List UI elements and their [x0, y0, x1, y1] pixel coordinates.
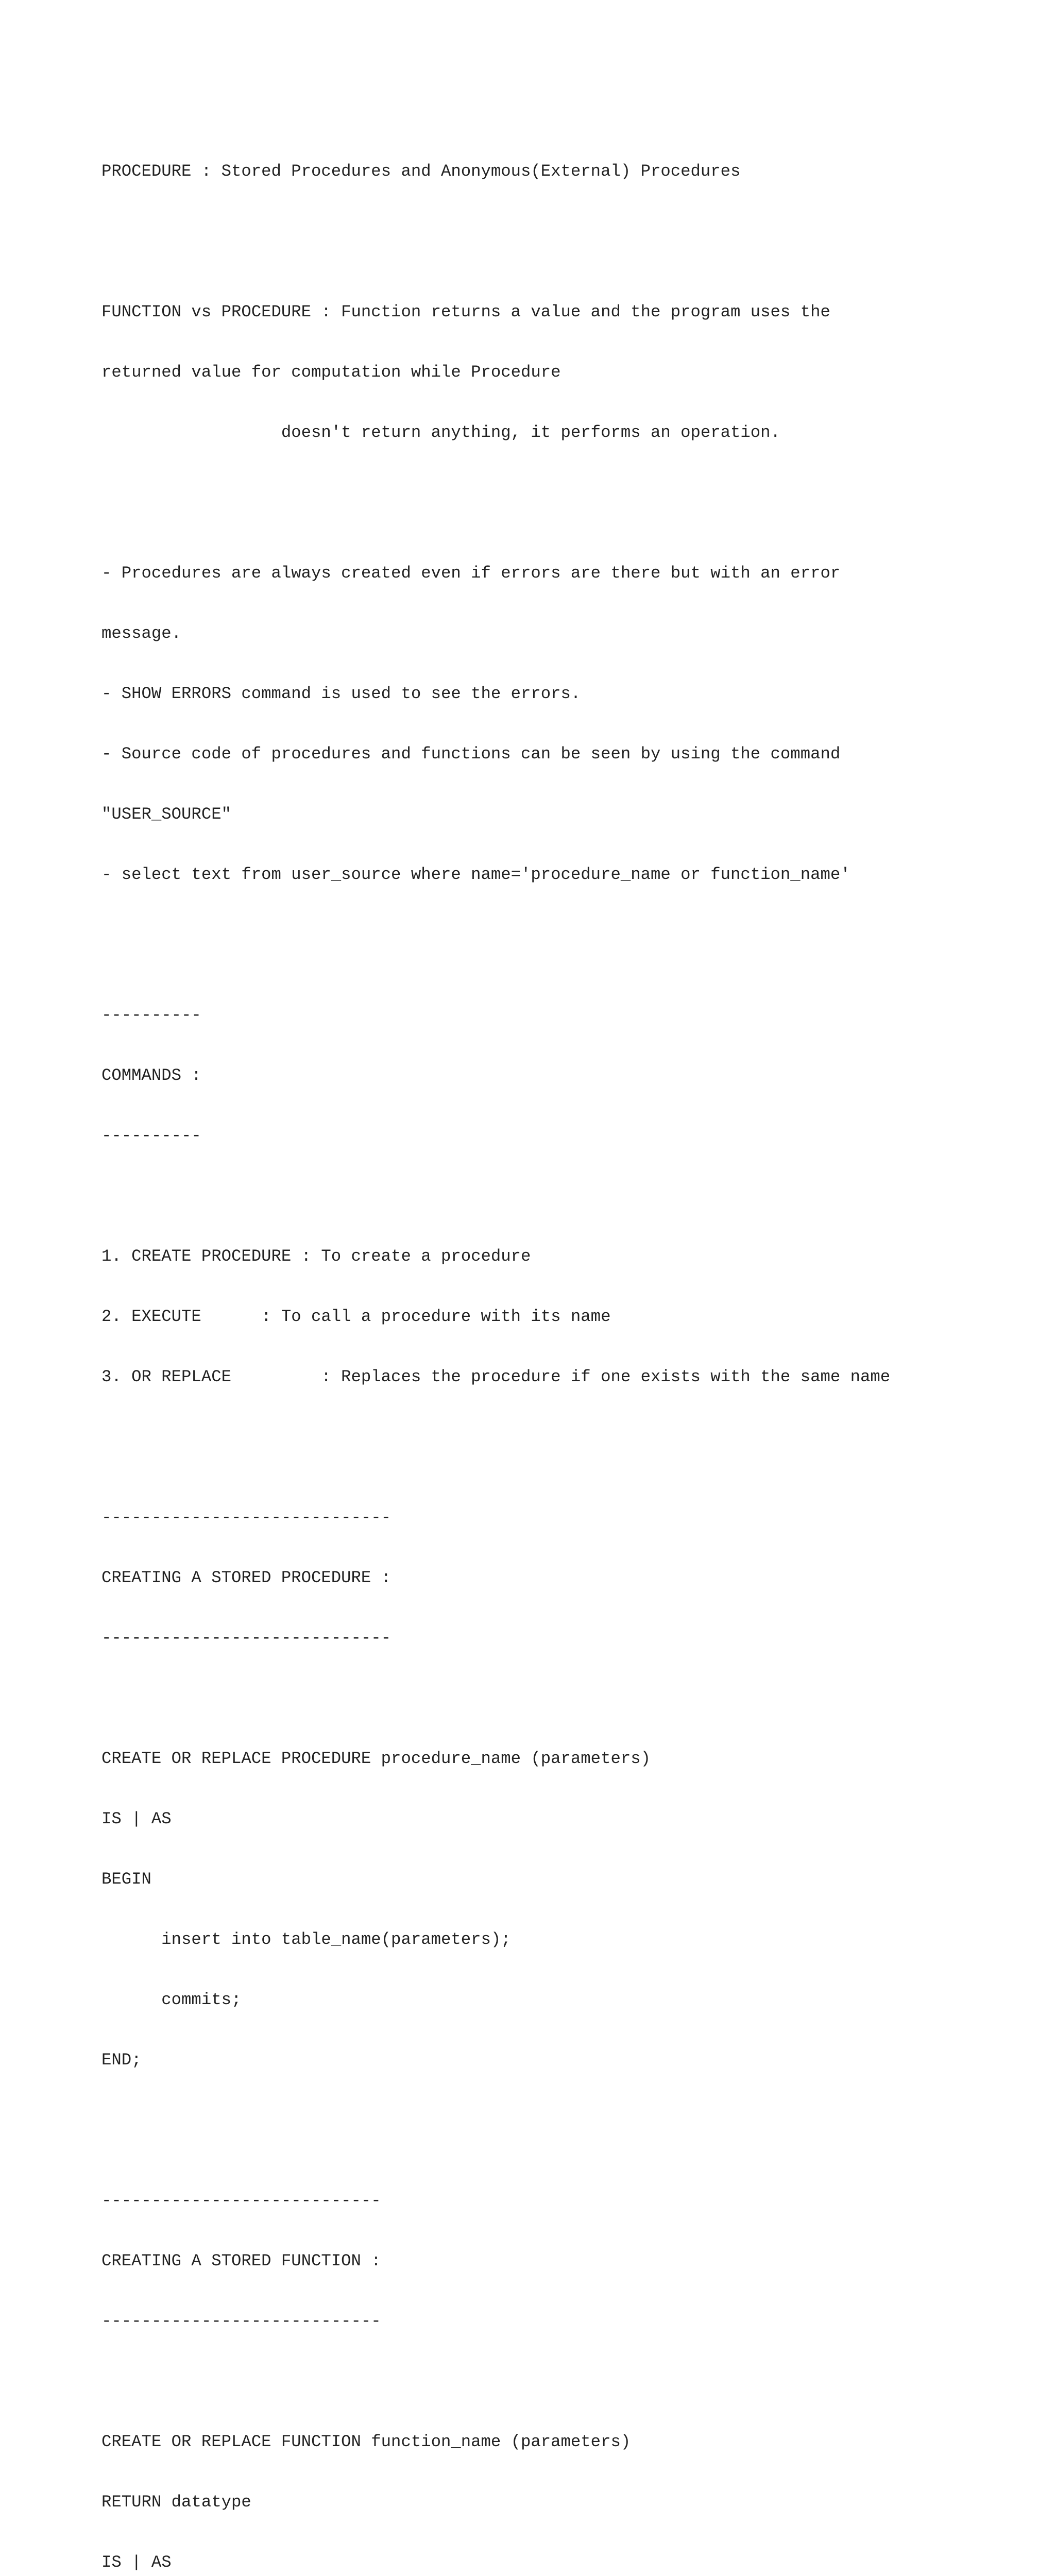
blank-line — [101, 483, 1008, 503]
blank-line — [101, 1186, 1008, 1206]
section-rule: ---------------------------- — [101, 2191, 381, 2210]
note-line: - SHOW ERRORS command is used to see the errors. — [101, 684, 581, 703]
section-rule: ----------------------------- — [101, 1629, 392, 1648]
code-line: END; — [101, 2050, 142, 2070]
note-line: - Source code of procedures and functions can be seen by using the command — [101, 744, 841, 764]
section-rule: ---------- — [101, 1126, 201, 1145]
blank-line — [101, 2110, 1008, 2130]
document-body — [101, 101, 1008, 2576]
note-line: message. — [101, 624, 182, 643]
note-line: - select text from user_source where name='procedure_name or function_name' — [101, 865, 850, 884]
blank-line — [101, 925, 1008, 945]
code-line: IS | AS — [101, 2553, 172, 2572]
blank-line — [101, 2371, 1008, 2392]
title-line: PROCEDURE : Stored Procedures and Anonymous(External) Procedures — [101, 162, 741, 181]
intro-line: returned value for computation while Procedure — [101, 363, 561, 382]
commands-heading: COMMANDS : — [101, 1066, 201, 1085]
code-line: BEGIN — [101, 1870, 151, 1889]
stored-function-heading: CREATING A STORED FUNCTION : — [101, 2251, 381, 2270]
code-line: RETURN datatype — [101, 2493, 251, 2512]
command-item: 1. CREATE PROCEDURE : To create a procedure — [101, 1247, 531, 1266]
section-rule: ---------- — [101, 1006, 201, 1025]
command-item: 2. EXECUTE : To call a procedure with its name — [101, 1307, 611, 1326]
intro-line: doesn't return anything, it performs an operation. — [101, 423, 780, 442]
blank-line — [101, 1688, 1008, 1708]
blank-line — [101, 1427, 1008, 1447]
section-rule: ---------------------------- — [101, 2312, 381, 2331]
code-line: CREATE OR REPLACE FUNCTION function_name (parameters) — [101, 2432, 631, 2451]
note-line: - Procedures are always created even if errors are there but with an error — [101, 564, 841, 583]
stored-procedure-heading: CREATING A STORED PROCEDURE : — [101, 1568, 392, 1587]
code-line: CREATE OR REPLACE PROCEDURE procedure_name (parameters) — [101, 1749, 651, 1768]
code-line: commits; — [101, 1990, 242, 2009]
note-line: "USER_SOURCE" — [101, 805, 231, 824]
blank-line — [101, 222, 1008, 242]
code-line: insert into table_name(parameters); — [101, 1930, 511, 1949]
section-rule: ----------------------------- — [101, 1508, 392, 1527]
code-line: IS | AS — [101, 1809, 172, 1828]
intro-line: FUNCTION vs PROCEDURE : Function returns a value and the program uses the — [101, 302, 830, 321]
command-item: 3. OR REPLACE : Replaces the procedure if one exists with the same name — [101, 1367, 891, 1386]
